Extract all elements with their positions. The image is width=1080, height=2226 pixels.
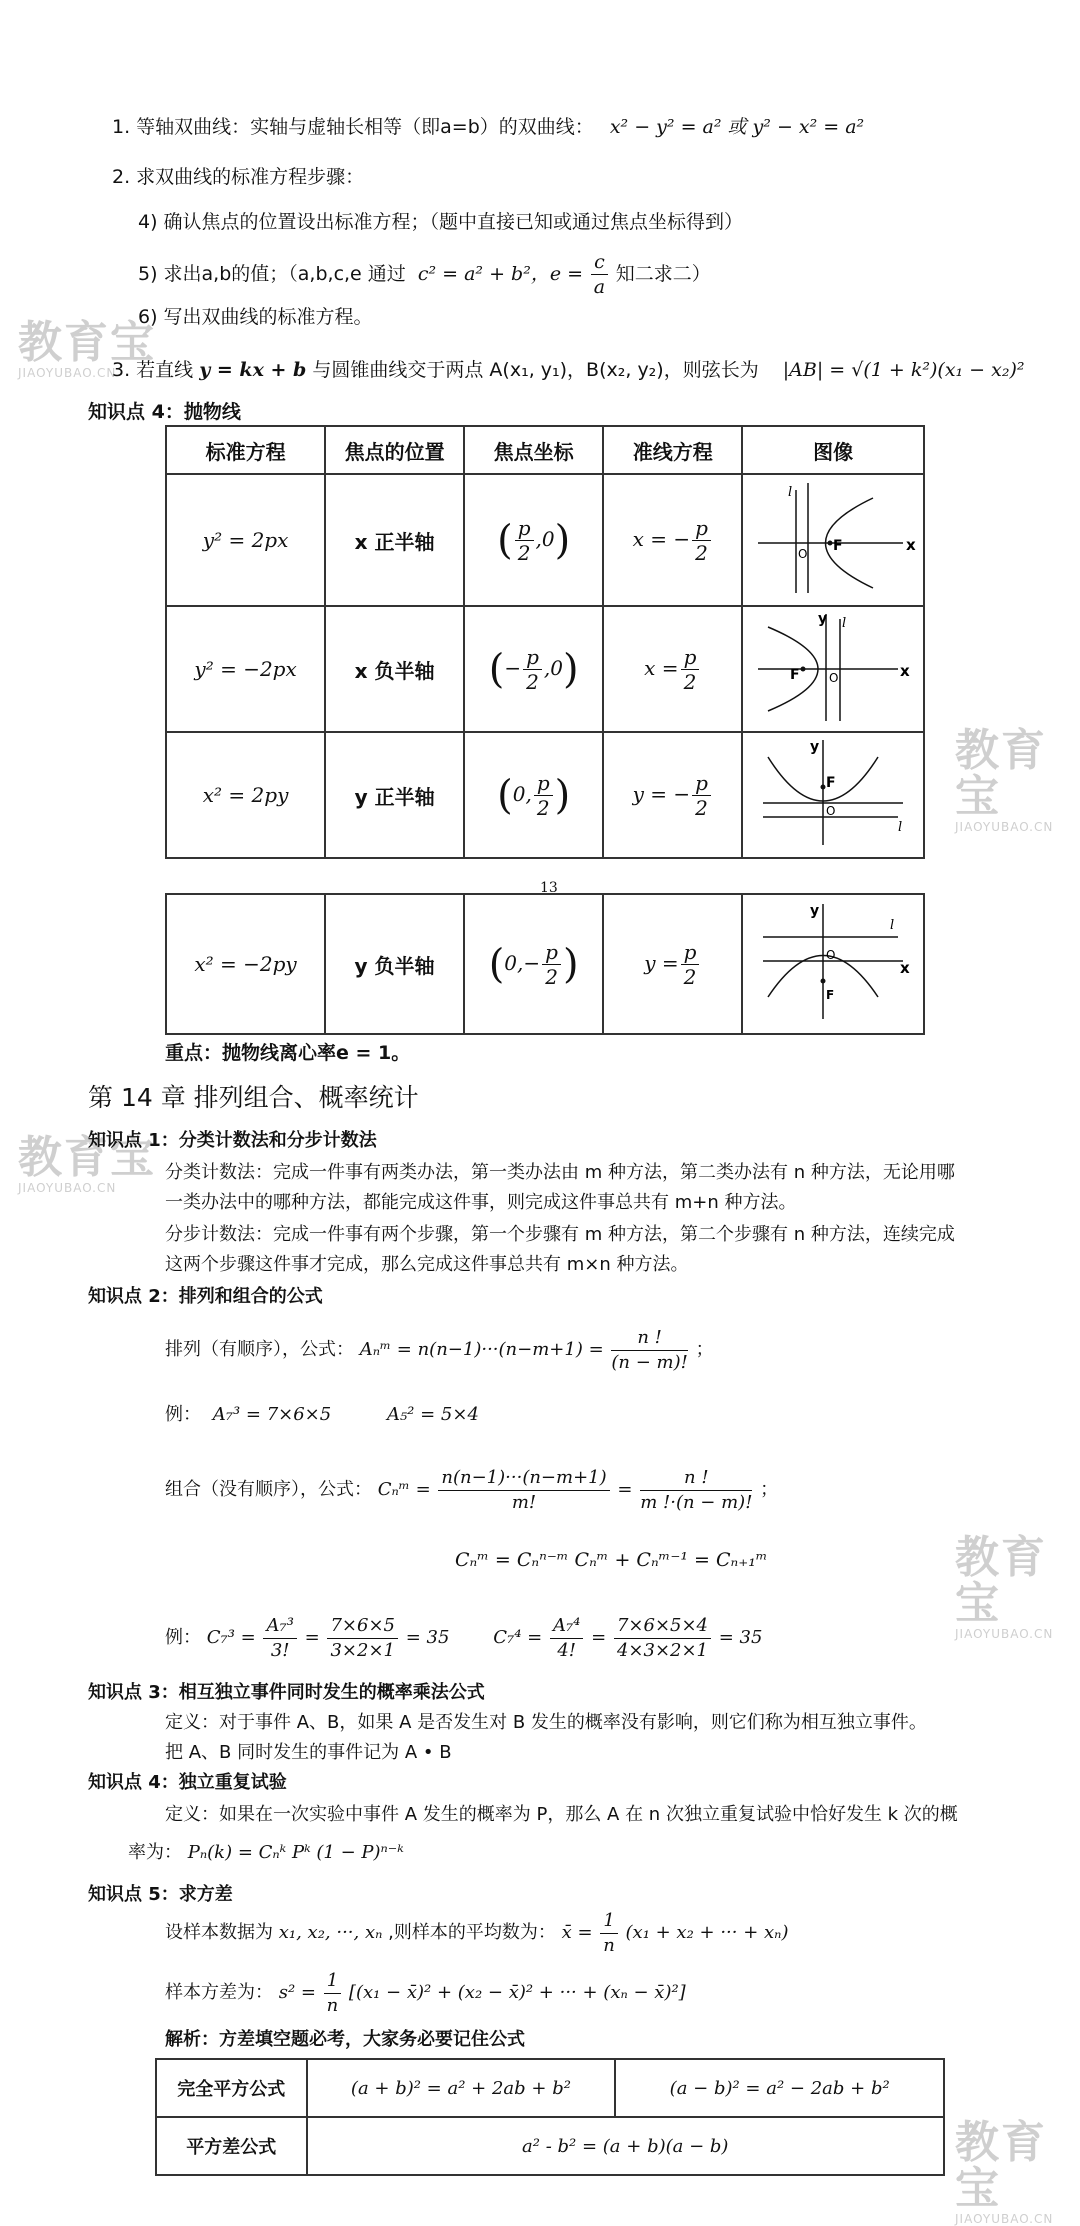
watermark: 教育宝 JIAOYUBAO.CN [955, 725, 1054, 834]
focus-position-cell: x 负半轴 [325, 606, 464, 732]
directrix-cell: x = $\frac{p}{2}$ [603, 606, 742, 732]
variance-formula: 样本方差为： s² = $\frac{1}{n}$ [(x₁ − x̄)² + (x₂ − x̄)² + ··· + (xₙ − x̄)²] [165, 1969, 686, 2016]
paragraph: 分步计数法：完成一件事有两个步骤，第一个步骤有 m 种方法，第二个步骤有 n 种方法，连续完成 [165, 1224, 955, 1245]
parabola-table-continued [165, 893, 925, 1035]
table-row [156, 2117, 944, 2175]
focus-position-cell: y 负半轴 [325, 894, 464, 1034]
graph-cell [742, 732, 924, 858]
paragraph: 一类办法中的哪种方法，都能完成这件事，则完成这件事总共有 m+n 种方法。 [165, 1192, 797, 1213]
section-k3: 知识点 3：相互独立事件同时发生的概率乘法公式 [88, 1682, 485, 1703]
section-k2: 知识点 2：排列和组合的公式 [88, 1286, 323, 1307]
graph-cell [742, 894, 924, 1034]
section-k5: 知识点 5：求方差 [88, 1884, 233, 1905]
permutation-formula: 排列（有顺序），公式： Aₙᵐ = n(n−1)···(n−m+1) = $\frac{n !}{(n - m)!}$ ； [165, 1326, 714, 1373]
focus-coord-cell: (0, $\frac{p}{2}$ ) [464, 732, 603, 858]
svg-text:O: O [798, 546, 808, 561]
svg-text:O: O [826, 948, 836, 962]
equation-cell: x² = −2py [166, 894, 325, 1034]
formula-cell: (a − b)² = a² − 2ab + b² [615, 2059, 944, 2117]
combination-examples: 例： C₇³ = $\frac{\text{A₇³}}{3!}$ = $\frac{7\times 6\times 5}{3\times 2\times 1}$ = 35 C₇⁴ = $\frac{\text{A₇⁴}}{4!}$ = $\frac{7\times 6\times 5\times 4}{4\times 3\times 2\times 1}$ = 35 [165, 1614, 763, 1661]
formula-cell: (a + b)² = a² + 2ab + b² [307, 2059, 616, 2117]
svg-text:l: l [842, 616, 847, 631]
page-number: 13 [540, 880, 558, 896]
table-row [166, 732, 924, 858]
parabola-graph-right [748, 478, 918, 598]
directrix-cell: y = − $\frac{p}{2}$ [603, 732, 742, 858]
watermark: 教育宝 JIAOYUBAO.CN [955, 2117, 1054, 2226]
table-row [166, 894, 924, 1034]
watermark: 教育宝 JIAOYUBAO.CN [955, 1532, 1054, 1641]
section-k4: 知识点 4：独立重复试验 [88, 1772, 287, 1793]
permutation-example: 例： A₇³ = 7×6×5 A₅² = 5×4 [165, 1404, 479, 1425]
svg-text:y: y [810, 739, 820, 755]
parabola-graph-left [748, 609, 918, 724]
svg-text:F: F [833, 537, 843, 554]
header-cell: 焦点坐标 [464, 426, 603, 474]
svg-text:y: y [818, 611, 828, 627]
step-4: 4) 确认焦点的位置设出标准方程；（题中直接已知或通过焦点坐标得到） [138, 211, 744, 233]
svg-text:x: x [906, 535, 916, 554]
paragraph: 定义：对于事件 A、B，如果 A 是否发生对 B 发生的概率没有影响，则它们称为相互独立事件。 [165, 1712, 927, 1733]
header-cell: 焦点的位置 [325, 426, 464, 474]
svg-text:x: x [900, 959, 910, 977]
parabola-graph-up [748, 735, 918, 850]
step-5: 5) 求出a,b的值；（a,b,c,e 通过 c² = a² + b²，e = $\frac{c}{a}$ 知二求二） [138, 251, 711, 298]
focus-position-cell: y 正半轴 [325, 732, 464, 858]
parabola-table [165, 425, 925, 859]
directrix-cell: x = − $\frac{p}{2}$ [603, 474, 742, 606]
table-row [166, 606, 924, 732]
combination-properties: Cₙᵐ = Cₙⁿ⁻ᵐ Cₙᵐ + Cₙᵐ⁻¹ = Cₙ₊₁ᵐ [455, 1549, 768, 1571]
mean-formula: 设样本数据为 x₁, x₂, ···, xₙ ,则样本的平均数为： x̄ = $\frac{1}{n}$ (x₁ + x₂ + ··· + xₙ) [165, 1909, 789, 1956]
table-row [166, 474, 924, 606]
svg-text:y: y [810, 903, 820, 919]
header-cell: 图像 [742, 426, 924, 474]
equation-cell: x² = 2py [166, 732, 325, 858]
header-cell: 准线方程 [603, 426, 742, 474]
graph-cell [742, 474, 924, 606]
svg-text:l: l [898, 820, 903, 835]
key-point: 重点：抛物线离心率e = 1。 [165, 1042, 411, 1064]
svg-text:l: l [890, 918, 895, 933]
svg-text:l: l [788, 484, 793, 500]
graph-cell [742, 606, 924, 732]
step-6: 6) 写出双曲线的标准方程。 [138, 306, 373, 328]
svg-text:O: O [829, 671, 839, 685]
svg-text:F: F [826, 988, 835, 1002]
item-2: 2. 求双曲线的标准方程步骤： [112, 166, 365, 188]
formula-name-cell: 完全平方公式 [156, 2059, 307, 2117]
svg-text:F: F [826, 775, 836, 791]
item-3: 3. 若直线 y = kx + b 与圆锥曲线交于两点 A(x₁, y₁)，B(x₂, y₂)，则弦长为 |AB| = √(1 + k²)(x₁ − x₂)² [112, 359, 1025, 381]
focus-coord-cell: ( $\frac{p}{2}$ ,0) [464, 474, 603, 606]
square-formula-table [155, 2058, 945, 2176]
focus-position-cell: x 正半轴 [325, 474, 464, 606]
directrix-cell: y = $\frac{p}{2}$ [603, 894, 742, 1034]
paragraph: 分类计数法：完成一件事有两类办法，第一类办法由 m 种方法，第二类办法有 n 种方法，无论用哪 [165, 1162, 955, 1183]
paragraph: 这两个步骤这件事才完成，那么完成这件事总共有 m×n 种方法。 [165, 1254, 689, 1275]
header-cell: 标准方程 [166, 426, 325, 474]
item-1: 1. 等轴双曲线：实轴与虚轴长相等（即a=b）的双曲线： x² − y² = a² 或 y² − x² = a² [112, 116, 865, 138]
section-kp4: 知识点 4：抛物线 [88, 401, 241, 423]
watermark: 教育宝 JIAOYUBAO.CN [18, 317, 156, 380]
equation-cell: y² = 2px [166, 474, 325, 606]
formula-name-cell: 平方差公式 [156, 2117, 307, 2175]
focus-coord-cell: (− $\frac{p}{2}$ ,0) [464, 606, 603, 732]
paragraph: 定义：如果在一次实验中事件 A 发生的概率为 P，那么 A 在 n 次独立重复试验中恰好发生 k 次的概 [165, 1804, 958, 1825]
focus-coord-cell: (0,− $\frac{p}{2}$ ) [464, 894, 604, 1034]
table-header-row [166, 426, 924, 474]
equation-cell: y² = −2px [166, 606, 325, 732]
table-row [156, 2059, 944, 2117]
chapter-title: 第 14 章 排列组合、概率统计 [88, 1083, 419, 1112]
paragraph: 把 A、B 同时发生的事件记为 A • B [165, 1742, 452, 1763]
binomial-formula: 率为： Pₙ(k) = Cₙᵏ Pᵏ (1 − P)ⁿ⁻ᵏ [128, 1842, 404, 1863]
watermark: 教育宝 JIAOYUBAO.CN [18, 1132, 156, 1195]
parabola-graph-down [748, 899, 918, 1024]
svg-text:x: x [900, 662, 910, 680]
analysis-note: 解析：方差填空题必考，大家务必要记住公式 [165, 2029, 525, 2050]
combination-formula: 组合（没有顺序），公式： Cₙᵐ = $\frac{n(n-1)\cdot\cdot\cdot(n-m+1)}{m!}$ = $\frac{n !}{m !\cdot(n - m)!}$ ； [165, 1466, 779, 1513]
svg-text:O: O [826, 804, 836, 818]
section-k1: 知识点 1：分类计数法和分步计数法 [88, 1130, 377, 1151]
formula-cell: a² - b² = (a + b)(a − b) [307, 2117, 945, 2175]
svg-text:F: F [790, 667, 800, 683]
